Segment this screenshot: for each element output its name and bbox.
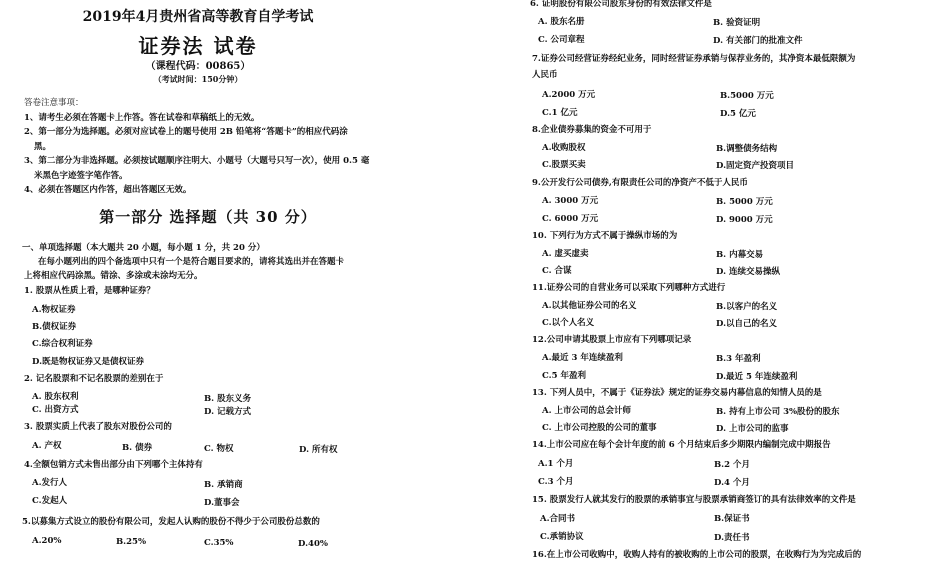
option-c: C. 公司章程 bbox=[538, 35, 585, 45]
option-d: D.固定资产投资项目 bbox=[716, 161, 795, 171]
question-4: 4.全额包销方式未售出部分由下列哪个主体持有 bbox=[24, 460, 203, 470]
section1-heading bbox=[22, 241, 432, 283]
scan-edge-mark bbox=[38, 0, 88, 2]
option-c: C.综合权利证券 bbox=[32, 339, 93, 349]
option-a: A. 虚买虚卖 bbox=[542, 249, 589, 259]
question-13: 13. 下列人员中，不属于《证券法》规定的证券交易内幕信息的知情人员的是 bbox=[532, 388, 822, 398]
question-12: 12.公司申请其股票上市应有下列哪项记录 bbox=[532, 335, 692, 345]
option-d: D.最近 5 年连续盈利 bbox=[716, 372, 798, 382]
option-d: D.5 亿元 bbox=[720, 109, 756, 119]
section1-instruction: 在每小题列出的四个备选项中只有一个是符合题目要求的，请将其选出并在答题卡 bbox=[38, 257, 345, 267]
exam-title: 2019年4月贵州省高等教育自学考试 bbox=[82, 9, 314, 25]
question-1: 1. 股票从性质上看，是哪种证券？ bbox=[24, 286, 155, 296]
option-c: C.3 个月 bbox=[538, 477, 574, 487]
notice-item: 米黑色字迹签字笔作答。 bbox=[34, 170, 128, 181]
option-c: C.发起人 bbox=[32, 496, 68, 506]
question-7: 7.证券公司经营证券经纪业务，同时经营证券承销与保荐业务的，其净资本最低限额为 bbox=[532, 54, 856, 64]
option-b: B. 持有上市公司 3%股份的股东 bbox=[716, 407, 840, 417]
option-b: B.2 个月 bbox=[714, 460, 751, 470]
option-a: A.发行人 bbox=[32, 478, 68, 488]
option-c: C. 上市公司控股的公司的董事 bbox=[542, 423, 657, 433]
question-3: 3. 股票实质上代表了股东对股份公司的 bbox=[24, 422, 172, 432]
exam-time: （考试时间：150分钟） bbox=[153, 74, 243, 84]
option-d: D. 记载方式 bbox=[204, 407, 251, 417]
option-b: B. 5000 万元 bbox=[716, 197, 773, 207]
question-15: 15. 股票发行人就其发行的股票的承销事宜与股票承销商签订的具有法律效率的文件是 bbox=[532, 495, 856, 505]
option-d: D.既是物权证券又是债权证券 bbox=[32, 357, 145, 367]
option-b: B.保证书 bbox=[714, 514, 750, 524]
option-b: B. 承销商 bbox=[204, 480, 243, 490]
section1-instruction: 上将相应代码涂黑。错涂、多涂或未涂均无分。 bbox=[24, 271, 203, 281]
option-c: C. 6000 万元 bbox=[542, 214, 599, 224]
question-2: 2. 记名股票和不记名股票的差别在于 bbox=[24, 374, 164, 384]
subject-title: 证券法 试卷 bbox=[138, 34, 258, 58]
answer-notice bbox=[24, 96, 434, 198]
option-c: C.股票买卖 bbox=[542, 160, 586, 170]
option-c: C.35% bbox=[204, 538, 234, 548]
question-16: 16.在上市公司收购中，收购人持有的被收购的上市公司的股票，在收购行为为完成后的 bbox=[532, 550, 862, 560]
option-b: B. 内幕交易 bbox=[716, 250, 764, 260]
option-c: C.1 亿元 bbox=[542, 108, 578, 118]
option-a: A. 3000 万元 bbox=[542, 196, 599, 206]
option-c: C.5 年盈利 bbox=[542, 371, 586, 381]
question-7-cont: 人民币 bbox=[532, 70, 558, 80]
option-c: C.承销协议 bbox=[540, 532, 584, 542]
option-b: B. 验资证明 bbox=[713, 18, 761, 28]
option-a: A.2000 万元 bbox=[542, 90, 596, 100]
part1-title: 第一部分 选择题（共 30 分） bbox=[99, 208, 317, 226]
question-10: 10. 下列行为方式不属于操纵市场的为 bbox=[532, 231, 678, 241]
option-b: B.调整债务结构 bbox=[716, 144, 778, 154]
section1-title: 一、单项选择题（本大题共 20 小题，每小题 1 分，共 20 分） bbox=[22, 243, 265, 253]
option-a: A. 产权 bbox=[32, 441, 62, 451]
option-a: A.合同书 bbox=[540, 514, 576, 524]
option-c: C. 出资方式 bbox=[32, 405, 79, 415]
option-d: D.以自己的名义 bbox=[716, 319, 778, 329]
option-d: D.40% bbox=[298, 539, 328, 549]
notice-item: 2、第一部分为选择题。必须对应试卷上的题号使用 2B 铅笔将“答题卡”的相应代码涂 bbox=[24, 127, 348, 137]
question-9: 9.公开发行公司债券,有限责任公司的净资产不低于人民币 bbox=[532, 178, 748, 188]
option-a: A.收购股权 bbox=[542, 143, 586, 153]
option-d: D. 有关部门的批准文件 bbox=[713, 36, 803, 46]
option-d: D.4 个月 bbox=[714, 478, 750, 488]
option-d: D. 9000 万元 bbox=[716, 215, 773, 225]
option-c: C.以个人名义 bbox=[542, 318, 595, 328]
option-a: A.20% bbox=[32, 536, 62, 546]
question-8: 8.企业债券募集的资金不可用于 bbox=[532, 125, 652, 135]
notice-item: 黑。 bbox=[34, 141, 52, 152]
option-d: D.责任书 bbox=[714, 533, 750, 543]
question-6: 6. 证明股份有限公司股东身份的有效法律文件是 bbox=[530, 0, 712, 9]
option-a: A.物权证券 bbox=[32, 305, 76, 315]
option-b: B.5000 万元 bbox=[720, 91, 774, 101]
question-14: 14.上市公司应在每个会计年度的前 6 个月结束后多少期限内编制完成中期报告 bbox=[532, 440, 831, 450]
question-11: 11.证券公司的自营业务可以采取下列哪种方式进行 bbox=[532, 283, 726, 293]
option-c: C. 合谋 bbox=[542, 266, 572, 276]
option-a: A. 上市公司的总会计师 bbox=[542, 406, 632, 416]
course-code: （课程代码：00865） bbox=[145, 61, 251, 72]
notice-item: 4、必须在答题区内作答，超出答题区无效。 bbox=[24, 185, 192, 195]
notice-item: 1、请考生必须在答题卡上作答。答在试卷和草稿纸上的无效。 bbox=[24, 112, 260, 123]
option-b: B. 债券 bbox=[122, 443, 153, 453]
option-c: C. 物权 bbox=[204, 444, 234, 454]
option-b: B.25% bbox=[116, 537, 147, 547]
option-d: D. 连续交易操纵 bbox=[716, 267, 780, 277]
option-a: A.最近 3 年连续盈利 bbox=[542, 353, 623, 363]
option-b: B.债权证券 bbox=[32, 322, 77, 332]
option-b: B. 股东义务 bbox=[204, 394, 252, 404]
option-a: A. 股东权利 bbox=[32, 392, 79, 402]
option-a: A.1 个月 bbox=[538, 459, 574, 469]
option-d: D. 所有权 bbox=[299, 445, 338, 455]
option-b: B.3 年盈利 bbox=[716, 354, 761, 364]
option-a: A.以其他证券公司的名义 bbox=[542, 301, 637, 311]
notice-heading: 答卷注意事项： bbox=[24, 98, 84, 108]
option-d: D.董事会 bbox=[204, 498, 240, 508]
notice-item: 3、第二部分为非选择题。必须按试题顺序注明大、小题号（大题号只写一次），使用 0.5 毫 bbox=[24, 156, 370, 166]
question-5: 5.以募集方式设立的股份有限公司，发起人认购的股份不得少于公司股份总数的 bbox=[22, 517, 320, 527]
option-b: B.以客户的名义 bbox=[716, 302, 778, 312]
option-a: A. 股东名册 bbox=[538, 17, 585, 27]
option-d: D. 上市公司的监事 bbox=[716, 424, 789, 434]
